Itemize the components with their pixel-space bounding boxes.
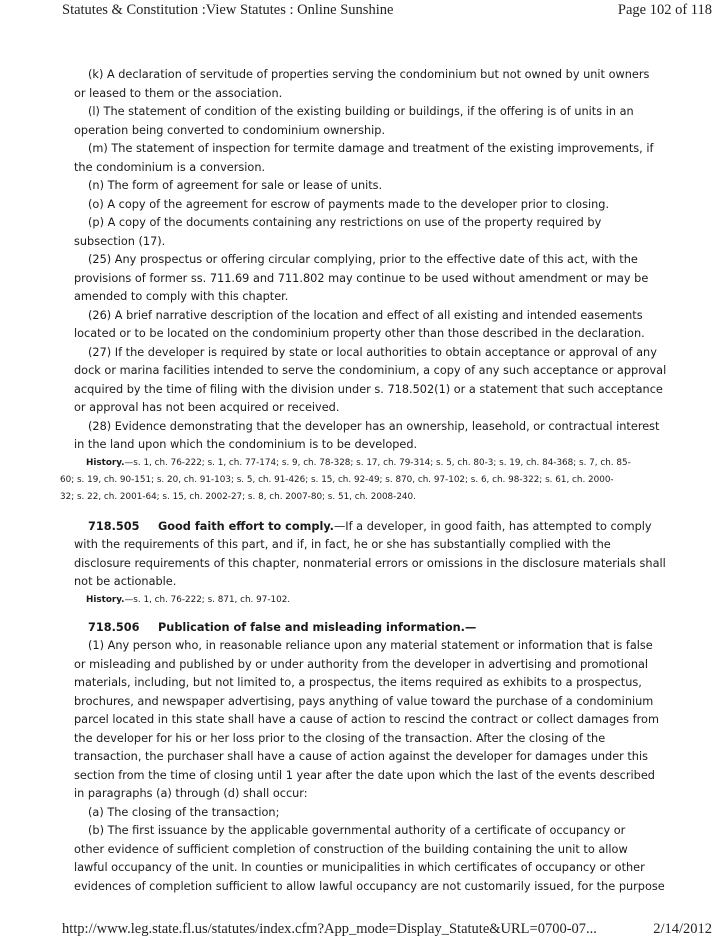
page-footer — [62, 921, 712, 938]
history-text: —s. 1, ch. 76-222; s. 871, ch. 97-102. — [124, 594, 291, 605]
subsection-1: (1) Any person who, in reasonable reliance upon any material statement or information that is false — [88, 639, 653, 652]
para-o: (o) A copy of the agreement for escrow of payments made to the developer prior to closing. — [88, 197, 610, 211]
subsection-25-cont: provisions of former ss. 711.69 and 711.802 may continue to be used without amendment or may be — [74, 271, 649, 285]
history-note — [60, 455, 644, 506]
history-label: History. — [86, 457, 125, 468]
para-b-cont: other evidence of sufficient completion of construction of the building containing the unit to allow — [74, 842, 628, 856]
section-718-505 — [74, 518, 652, 537]
section-number: 718.506 — [88, 620, 140, 634]
para-p-cont: subsection (17). — [74, 234, 166, 248]
subsection-28-cont: in the land upon which the condominium is to be developed. — [74, 438, 418, 451]
subsection-1-cont: or misleading and published by or under authority from the developer in advertising and promotional — [74, 657, 649, 671]
para-b-cont: lawful occupancy of the unit. In counties or municipalities in which certificates of occupancy or other — [74, 861, 645, 874]
history-text: —s. 1, ch. 76-222; s. 1, ch. 77-174; s. 9, ch. 78-328; s. 17, ch. 79-314; s. 5, ch. 80-3; s. 19, ch. 84-368; s. 7, ch. 85- — [124, 457, 631, 468]
para-p: (p) A copy of the documents containing any restrictions on use of the property required by — [88, 216, 602, 229]
section-title: Good faith effort to comply. — [158, 519, 334, 533]
section-number: 718.505 — [88, 519, 140, 533]
para-a: (a) The closing of the transaction; — [88, 805, 280, 819]
history-text: 60; s. 19, ch. 90-151; s. 20, ch. 91-103; s. 5, ch. 91-426; s. 15, ch. 92-49; s. 870, ch. 97-102; s. 6, ch. 98-322; s. 61, ch. 2000- — [60, 474, 614, 485]
page-header — [62, 2, 712, 19]
history-note — [60, 592, 644, 609]
para-m-cont: the condominium is a conversion. — [74, 160, 266, 174]
header-title: Statutes & Constitution :View Statutes : Online Sunshine — [62, 2, 394, 18]
para-b: (b) The first issuance by the applicable governmental authority of a certificate of occupancy or — [88, 824, 626, 837]
page-number: Page 102 of 118 — [617, 2, 712, 18]
section-718-505-cont: disclosure requirements of this chapter, nonmaterial errors or omissions in the disclosure materials shall — [74, 556, 666, 570]
section-718-505-cont: not be actionable. — [74, 575, 177, 588]
subsection-27-cont: or approval has not been acquired or received. — [74, 401, 340, 414]
footer-url[interactable]: http://www.leg.state.fl.us/statutes/index.cfm?App_mode=Display_Statute&URL=0700-07... — [62, 921, 597, 937]
subsection-26: (26) A brief narrative description of the location and effect of all existing and intended easements — [88, 308, 643, 322]
history-label: History. — [86, 594, 125, 605]
section-718-506 — [74, 619, 644, 638]
subsection-27: (27) If the developer is required by state or local authorities to obtain acceptance or approval of any — [88, 345, 657, 359]
subsection-27-cont: acquired by the time of filing with the division under s. 718.502(1) or a statement that such acceptance — [74, 382, 663, 396]
para-n: (n) The form of agreement for sale or lease of units. — [88, 179, 383, 192]
subsection-1-cont: parcel located in this state shall have a cause of action to rescind the contract or collect damages from — [74, 713, 659, 726]
subsection-27-cont: dock or marina facilities intended to serve the condominium, a copy of any such acceptance or approval — [74, 364, 667, 377]
para-k-cont: or leased to them or the association. — [74, 86, 283, 100]
history-text: 32; s. 22, ch. 2001-64; s. 15, ch. 2002-27; s. 8, ch. 2007-80; s. 51, ch. 2008-240. — [60, 491, 416, 502]
section-title: Publication of false and misleading information.— — [158, 620, 477, 634]
subsection-25: (25) Any prospectus or offering circular complying, prior to the effective date of this act, with the — [88, 253, 638, 266]
subsection-1-cont: brochures, and newspaper advertising, pays anything of value toward the purchase of a condominium — [74, 694, 654, 708]
subsection-1-cont: section from the time of closing until 1 year after the date upon which the last of the events described — [74, 768, 655, 782]
subsection-28: (28) Evidence demonstrating that the developer has an ownership, leasehold, or contractual interest — [88, 419, 660, 433]
subsection-1-cont: transaction, the purchaser shall have a cause of action against the developer for damages under this — [74, 750, 648, 763]
section-text: —If a developer, in good faith, has attempted to comply — [333, 519, 652, 533]
section-718-505-cont: with the requirements of this part, and if, in fact, he or she has substantially complied with the — [74, 538, 611, 551]
para-l-cont: operation being converted to condominium ownership. — [74, 123, 386, 137]
footer-date: 2/14/2012 — [653, 921, 712, 937]
para-m: (m) The statement of inspection for termite damage and treatment of the existing improvements, if — [88, 142, 654, 155]
subsection-1-cont: the developer for his or her loss prior to the closing of the transaction. After the closing of the — [74, 731, 606, 745]
statute-text — [60, 66, 667, 896]
para-b-cont: evidences of completion sufficient to allow lawful occupancy are not customarily issued, for the purpose — [74, 879, 665, 893]
para-k: (k) A declaration of servitude of properties serving the condominium but not owned by unit owners — [88, 68, 650, 81]
subsection-1-cont: in paragraphs (a) through (d) shall occur: — [74, 787, 308, 800]
subsection-1-cont: materials, including, but not limited to, a prospectus, the items required as exhibits to a prospectus, — [74, 676, 642, 689]
para-l: (l) The statement of condition of the existing building or buildings, if the offering is of units in an — [88, 105, 634, 118]
subsection-26-cont: located or to be located on the condominium property other than those described in the declaration. — [74, 327, 645, 340]
subsection-25-cont: amended to comply with this chapter. — [74, 290, 289, 303]
